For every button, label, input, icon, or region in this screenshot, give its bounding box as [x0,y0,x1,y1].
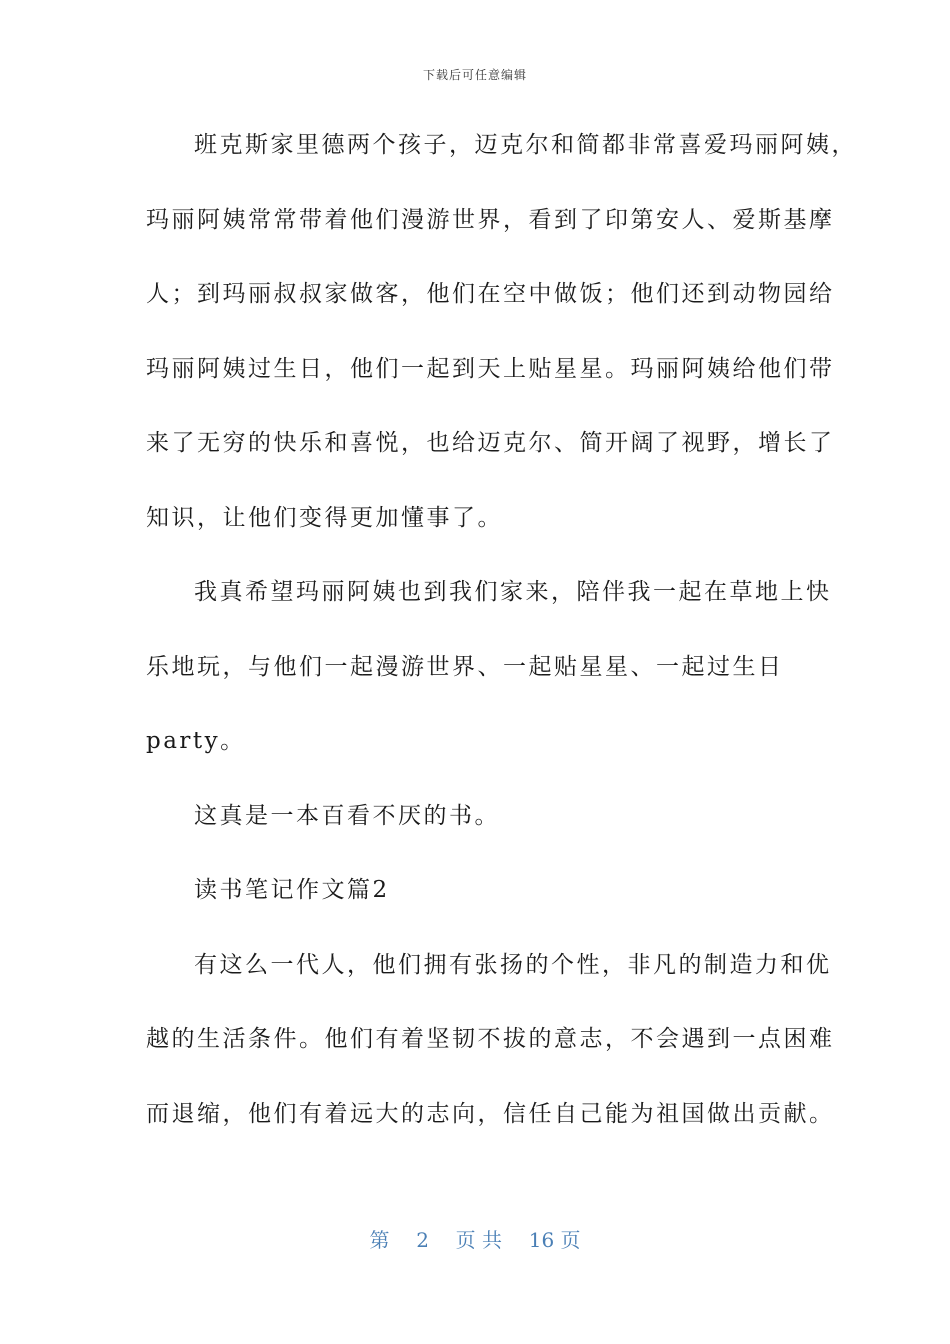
page-header: 下载后可任意编辑 [422,68,527,82]
body-line-5: 来了无穷的快乐和喜悦，也给迈克尔、简开阔了视野，增长了 [146,430,835,456]
footer-middle: 页 共 [455,1228,502,1252]
body-line-10: 这真是一本百看不厌的书。 [194,802,500,829]
body-line-1: 班克斯家里德两个孩子，迈克尔和简都非常喜爱玛丽阿姨， [194,132,857,158]
body-line-2: 玛丽阿姨常常带着他们漫游世界，看到了印第安人、爱斯基摩 [146,206,835,233]
page-footer [0,1224,950,1253]
body-line-14: 而退缩，他们有着远大的志向，信任自己能为祖国做出贡献。 [146,1100,835,1127]
body-line-7: 我真希望玛丽阿姨也到我们家来，陪伴我一起在草地上快 [194,579,832,605]
body-line-13: 越的生活条件。他们有着坚韧不拔的意志，不会遇到一点困难 [146,1026,835,1052]
section-heading: 读书笔记作文篇2 [194,877,390,903]
document-body [146,118,857,1161]
footer-prefix: 第 [369,1228,390,1252]
footer-current-page: 2 [416,1228,429,1252]
footer-suffix: 页 [560,1228,581,1252]
body-line-9: party。 [146,728,246,754]
body-line-8: 乐地玩，与他们一起漫游世界、一起贴星星、一起过生日 [146,653,784,680]
body-line-6: 知识，让他们变得更加懂事了。 [146,504,503,531]
body-line-3: 人；到玛丽叔叔家做客，他们在空中做饭；他们还到动物园给 [146,281,835,307]
footer-total-pages: 16 [528,1228,555,1252]
body-line-12: 有这么一代人，他们拥有张扬的个性，非凡的制造力和优 [194,951,832,978]
body-line-4: 玛丽阿姨过生日，他们一起到天上贴星星。玛丽阿姨给他们带 [146,355,835,382]
